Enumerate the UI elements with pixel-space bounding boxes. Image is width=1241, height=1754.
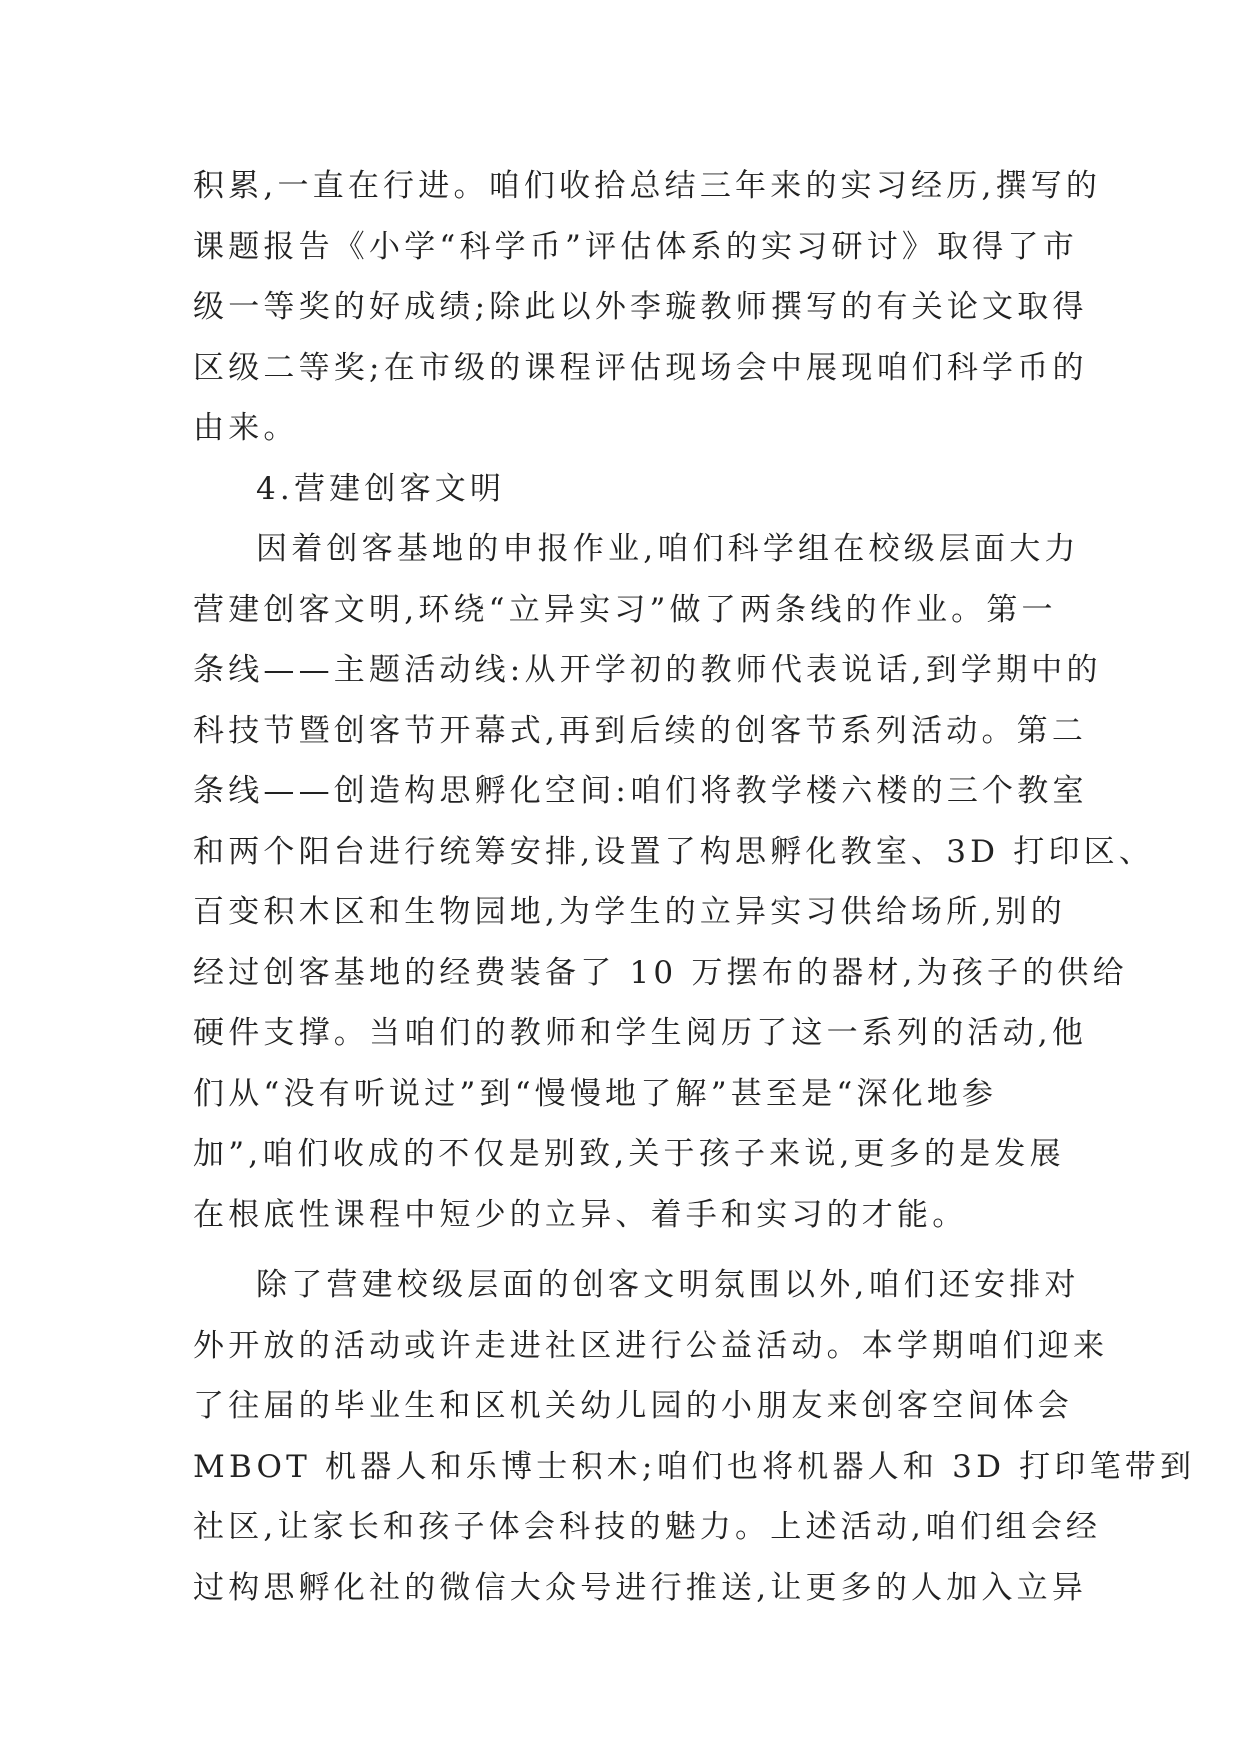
text-line: 除了营建校级层面的创客文明氛围以外,咱们还安排对	[256, 1267, 1080, 1303]
text-line: 条线——创造构思孵化空间:咱们将教学楼六楼的三个教室	[193, 773, 1088, 809]
text-line: 积累,一直在行进。咱们收拾总结三年来的实习经历,撰写的	[193, 168, 1102, 204]
text-line: 外开放的活动或许走进社区进行公益活动。本学期咱们迎来	[193, 1327, 1109, 1364]
text-line: 区级二等奖;在市级的课程评估现场会中展现咱们科学币的	[193, 349, 1088, 386]
text-line: 了往届的毕业生和区机关幼儿园的小朋友来创客空间体会	[193, 1388, 1073, 1424]
text-line: 因着创客基地的申报作业,咱们科学组在校级层面大力	[256, 531, 1080, 567]
text-line: 和两个阳台进行统筹安排,设置了构思孵化教室、3D 打印区、	[193, 833, 1155, 870]
text-line: 硬件支撑。当咱们的教师和学生阅历了这一系列的活动,他	[193, 1015, 1088, 1051]
text-line: 们从“没有听说过”到“慢慢地了解”甚至是“深化地参	[193, 1075, 998, 1112]
text-line: 由来。	[193, 410, 299, 446]
body-text	[193, 156, 1196, 1618]
section-heading: 4.营建创客文明	[256, 470, 506, 507]
text-line: 营建创客文明,环绕“立异实习”做了两条线的作业。第一	[193, 591, 1057, 628]
text-line: 经过创客基地的经费装备了 10 万摆布的器材,为孩子的供给	[193, 954, 1128, 991]
text-line: 级一等奖的好成绩;除此以外李璇教师撰写的有关论文取得	[193, 289, 1088, 325]
text-line: MBOT 机器人和乐博士积木;咱们也将机器人和 3D 打印笔带到	[193, 1448, 1196, 1485]
text-line: 加”,咱们收成的不仅是别致,关于孩子来说,更多的是发展	[193, 1136, 1065, 1172]
text-line: 社区,让家长和孩子体会科技的魅力。上述活动,咱们组会经	[193, 1509, 1102, 1545]
text-line: 百变积木区和生物园地,为学生的立异实习供给场所,别的	[193, 894, 1066, 930]
text-line: 课题报告《小学“科学币”评估体系的实习研讨》取得了市	[193, 228, 1078, 265]
text-line: 条线——主题活动线:从开学初的教师代表说话,到学期中的	[193, 652, 1102, 688]
text-line: 科技节暨创客节开幕式,再到后续的创客节系列活动。第二	[193, 712, 1088, 749]
text-line: 过构思孵化社的微信大众号进行推送,让更多的人加入立异	[193, 1569, 1088, 1606]
text-line: 在根底性课程中短少的立异、着手和实习的才能。	[193, 1196, 968, 1233]
